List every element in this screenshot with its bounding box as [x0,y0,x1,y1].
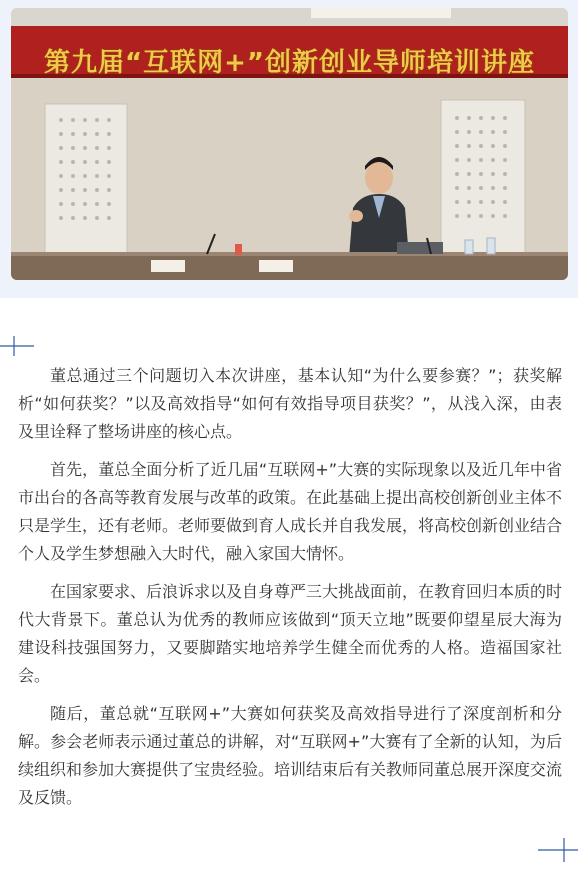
article-paragraph-4: 随后，董总就“互联网+”大赛如何获奖及高效指导进行了深度剖析和分解。参会老师表示通过董总的讲解，对“互联网+”大赛有了全新的认知，为后续组织和参加大赛提供了宝贵经验。培训结束后有关教师同董总展开深度交流及反馈。 [18,704,563,807]
corner-decoration-bottom-right-icon [538,838,578,862]
article-paragraph-3: 在国家要求、后浪诉求以及自身尊严三大挑战面前，在教育回归本质的时代大背景下。董总认为优秀的教师应该做到“顶天立地”既要仰望星辰大海为建设科技强国努力，又要脚踏实地培养学生健全而优秀的人格。造福国家社会。 [18,582,563,685]
lecture-photo [11,8,568,280]
banner-title: 第九届“互联网+”创新创业导师培训讲座 [44,48,535,78]
article-paragraph-1: 董总通过三个问题切入本次讲座，基本认知“为什么要参赛？”；获奖解析“如何获奖？”以及高效指导“如何有效指导项目获奖？”，从浅入深，由表及里诠释了整场讲座的核心点。 [18,366,562,441]
photo-frame [0,0,578,298]
article-body [18,362,562,822]
corner-decoration-top-left-icon [0,336,34,356]
article-paragraph-2: 首先，董总全面分析了近几届“互联网+”大赛的实际现象以及近几年中省市出台的各高等教育发展与改革的政策。在此基础上提出高校创新创业主体不只是学生，还有老师。老师要做到育人成长并自我发展，将高校创新创业结合个人及学生梦想融入大时代，融入家国大情怀。 [18,460,563,563]
